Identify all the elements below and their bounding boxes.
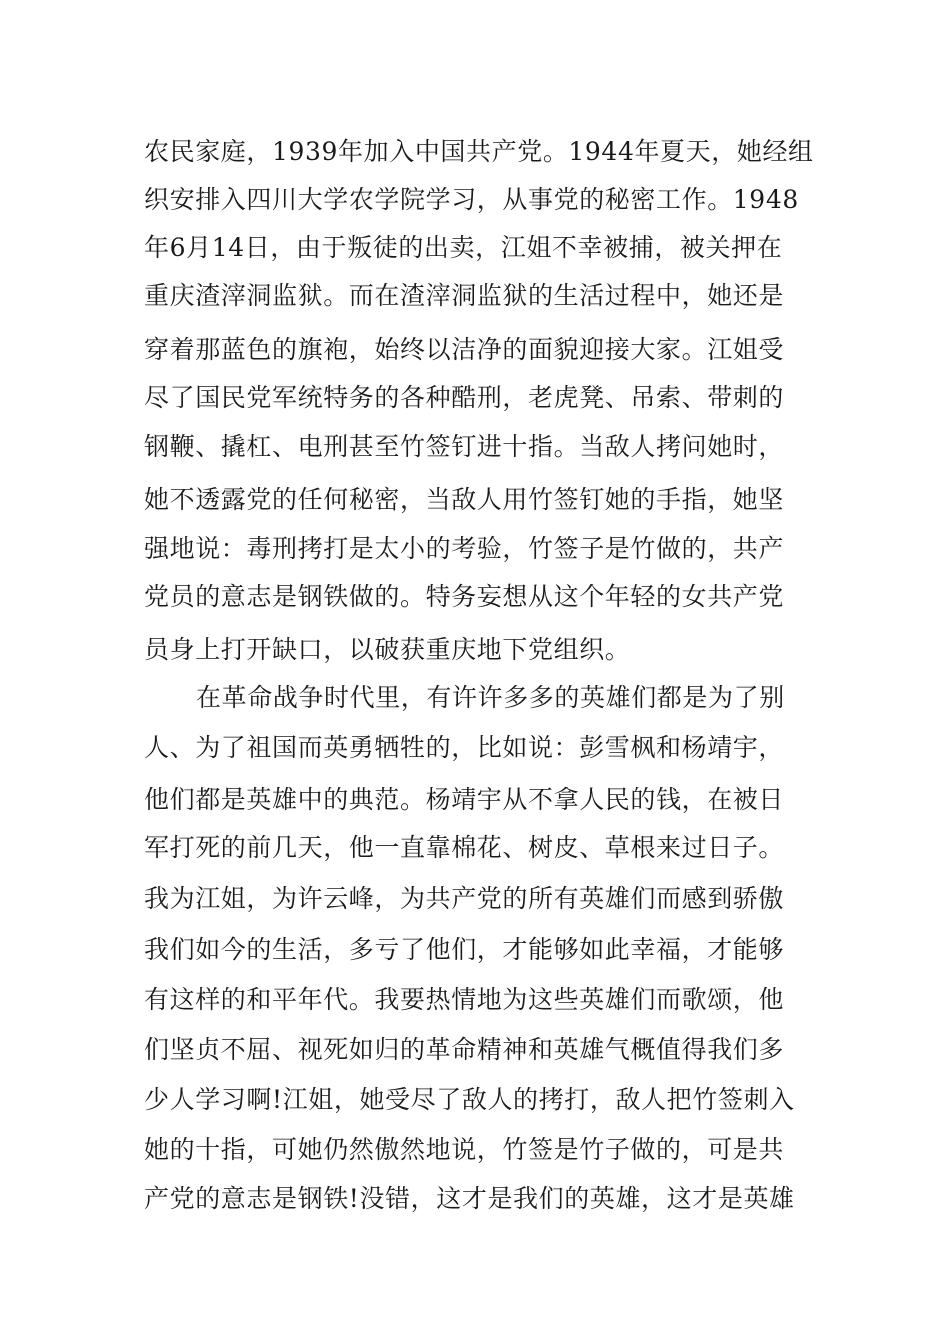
text-line: 我们如今的生活，多亏了他们，才能够如此幸福，才能够: [144, 935, 785, 964]
text-line: 们坚贞不屈、视死如归的革命精神和英雄气概值得我们多: [144, 1035, 785, 1064]
text-line: 尽了国民党军统特务的各种酷刑，老虎凳、吊索、带刺的: [144, 383, 785, 412]
text-line: 强地说：毒刑拷打是太小的考验，竹签子是竹做的，共产: [144, 534, 785, 563]
text-line: 她的十指，可她仍然傲然地说，竹签是竹子做的，可是共: [144, 1135, 785, 1164]
text-line: 有这样的和平年代。我要热情地为这些英雄们而歌颂，他: [144, 985, 785, 1014]
text-line: 他们都是英雄中的典范。杨靖宇从不拿人民的钱，在被日: [144, 785, 785, 814]
text-line: 她不透露党的任何秘密，当敌人用竹签钉她的手指，她坚: [144, 485, 785, 514]
text-line: 钢鞭、撬杠、电刑甚至竹签钉进十指。当敌人拷问她时，: [144, 432, 785, 461]
text-line: 人、为了祖国而英勇牺牲的，比如说：彭雪枫和杨靖宇，: [144, 733, 785, 762]
text-line: 年6月14日，由于叛徒的出卖，江姐不幸被捕，被关押在: [144, 233, 783, 262]
text-line: 军打死的前几天，他一直靠棉花、树皮、草根来过日子。: [144, 833, 785, 862]
text-line: 重庆渣滓洞监狱。而在渣滓洞监狱的生活过程中，她还是: [144, 281, 785, 310]
text-line: 产党的意志是钢铁!没错，这才是我们的英雄，这才是英雄: [144, 1184, 795, 1213]
text-line: 党员的意志是钢铁做的。特务妄想从这个年轻的女共产党: [144, 582, 785, 611]
text-line: 穿着那蓝色的旗袍，始终以洁净的面貌迎接大家。江姐受: [144, 335, 785, 364]
text-line: 我为江姐，为许云峰，为共产党的所有英雄们而感到骄傲: [144, 884, 785, 913]
text-line: 织安排入四川大学农学院学习，从事党的秘密工作。1948: [144, 185, 799, 214]
text-line: 少人学习啊!江姐，她受尽了敌人的拷打，敌人把竹签刺入: [144, 1085, 795, 1114]
text-line: 员身上打开缺口，以破获重庆地下党组织。: [144, 635, 631, 664]
text-line: 农民家庭，1939年加入中国共产党。1944年夏天，她经组: [144, 137, 814, 166]
paragraph-first-line: 在革命战争时代里，有许许多多的英雄们都是为了别: [196, 683, 785, 712]
